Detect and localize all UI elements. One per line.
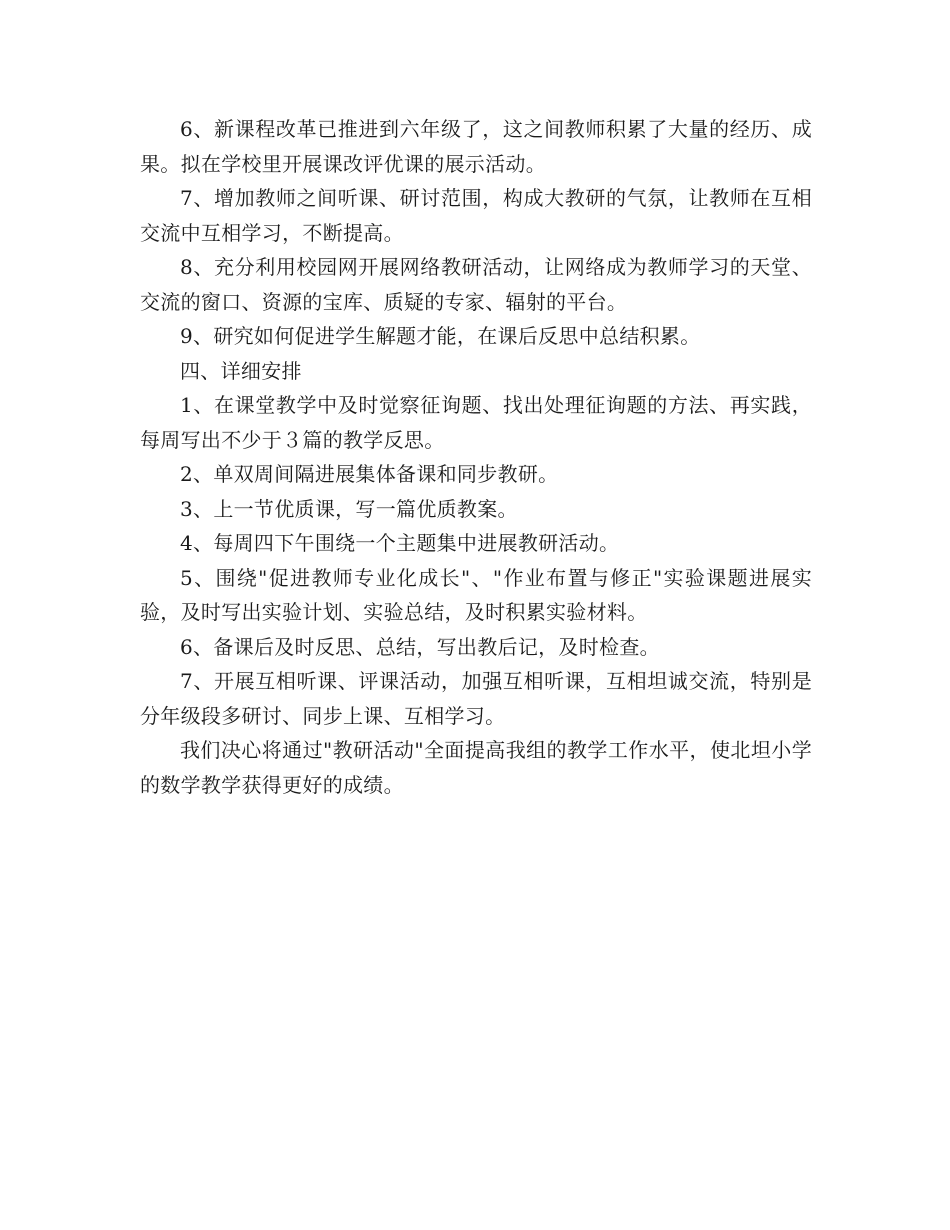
paragraph-item-9: 9、研究如何促进学生解题才能，在课后反思中总结积累。 — [180, 324, 701, 348]
schedule-item-1: 1、在课堂教学中及时觉察征询题、找出处理征询题的方法、再实践，每周写出不少于３篇的教学反思。 — [140, 393, 812, 452]
paragraph-item-6: 6、新课程改革已推进到六年级了，这之间教师积累了大量的经历、成果。拟在学校里开展课改评优课的展示活动。 — [140, 117, 812, 176]
schedule-item-2: 2、单双周间隔进展集体备课和同步教研。 — [180, 462, 559, 486]
closing-paragraph: 我们决心将通过"教研活动"全面提高我组的教学工作水平，使北坦小学的数学教学获得更好的成绩。 — [140, 738, 812, 797]
paragraph-item-8: 8、充分利用校园网开展网络教研活动，让网络成为教师学习的天堂、交流的窗口、资源的宝库、质疑的专家、辐射的平台。 — [140, 255, 812, 314]
schedule-item-5: 5、围绕"促进教师专业化成长"、"作业布置与修正"实验课题进展实验，及时写出实验计划、实验总结，及时积累实验材料。 — [140, 565, 812, 624]
document-body — [140, 112, 812, 802]
schedule-item-3: 3、上一节优质课，写一篇优质教案。 — [180, 496, 518, 521]
paragraph-item-7: 7、增加教师之间听课、研讨范围，构成大教研的气氛，让教师在互相交流中互相学习，不断提高。 — [140, 186, 812, 245]
section-heading-schedule: 四、详细安排 — [180, 358, 302, 383]
schedule-item-7: 7、开展互相听课、评课活动，加强互相听课，互相坦诚交流，特别是分年级段多研讨、同步上课、互相学习。 — [140, 669, 812, 728]
schedule-item-6: 6、备课后及时反思、总结，写出教后记，及时检查。 — [180, 634, 660, 659]
schedule-item-4: 4、每周四下午围绕一个主题集中进展教研活动。 — [180, 531, 620, 555]
